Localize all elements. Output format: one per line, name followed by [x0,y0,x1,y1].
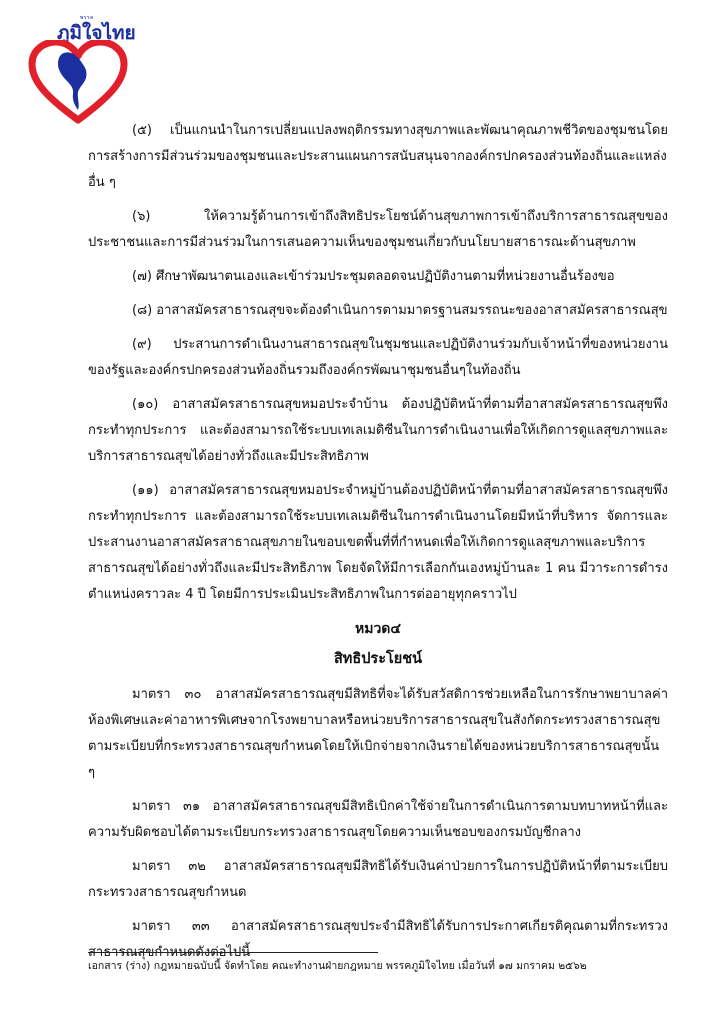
footnote-divider [88,952,378,953]
clause-10: (๑๐) อาสาสมัครสาธารณสุขหมอประจำบ้าน ต้องปฏิบัติหน้าที่ตามที่อาสาสมัครสาธารณสุขพึงกระทำทุกประการ และต้องสามารถใช้ระบบเทเลเมดิซีนในการดำเนินงานเพื่อให้เกิดการดูแลสุขภาพและบริการสาธารณสุขได้อย่างทั่วถึงและมีประสิทธิภาพ [88,397,668,464]
clause-9: (๙) ประสานการดำเนินงานสาธารณสุขในชุมชนและปฏิบัติงานร่วมกับเจ้าหน้าที่ของหน่วยงานของรัฐและองค์กรปกครองส่วนท้องถิ่นรวมถึงองค์กรพัฒนาชุมชนอื่นๆในท้องถิ่น [88,337,668,378]
section-30: มาตรา ๓๐ อาสาสมัครสาธารณสุขมีสิทธิที่จะได้รับสวัสดิการช่วยเหลือในการรักษาพยาบาลค่าห้องพิเศษและค่าอาหารพิเศษจากโรงพยาบาลหรือหน่วยบริการสาธารณสุขในสังกัดกระทรวงสาธารณสุขตามระเบียบที่กระทรวงสาธารณสุขกำหนดโดยให้เบิกจ่ายจากเงินรายได้ของหน่วยบริการสาธารณสุขนั้น ๆ [88,687,668,780]
footnote: เอกสาร (ร่าง) กฎหมายฉบับนี้ จัดทำโดย คณะทำงานฝ่ายกฎหมาย พรรคภูมิใจไทย เมื่อวันที่ ๑๗ มกราคม ๒๕๖๒ [88,960,587,972]
clause-8: (๘) อาสาสมัครสาธารณสุขจะต้องดำเนินการตามมาตรฐานสมรรถนะของอาสาสมัครสาธารณสุข [132,303,668,318]
chapter-title: สิทธิประโยชน์ [333,651,423,667]
chapter-number: หมวด๔ [354,621,401,637]
section-31: มาตรา ๓๑ อาสาสมัครสาธารณสุขมีสิทธิเบิกค่าใช้จ่ายในการดำเนินการตามบทบาทหน้าที่และความรับผิดชอบได้ตามระเบียบกระทรวงสาธารณสุขโดยความเห็นชอบของกรมบัญชีกลาง [88,799,668,840]
logo-party-name: ภูมิใจไทย [57,22,136,44]
clause-7: (๗) ศึกษาพัฒนาตนเองและเข้าร่วมประชุมตลอดจนปฏิบัติงานตามที่หน่วยงานอื่นร้องขอ [132,269,615,284]
logo-small-text: พรรค [80,15,95,21]
section-32: มาตรา ๓๒ อาสาสมัครสาธารณสุขมีสิทธิได้รับเงินค่าป่วยการในการปฏิบัติหน้าที่ตามระเบียบกระทรวงสาธารณสุขกำหนด [88,859,668,900]
document-body [88,118,668,974]
party-logo [28,14,136,124]
heart-thailand-map-icon [28,40,128,124]
section-33: มาตรา ๓๓ อาสาสมัครสาธารณสุขประจำมีสิทธิได้รับการประกาศเกียรติคุณตามที่กระทรวงสาธารณสุขกำหนดดังต่อไปนี้ [88,919,668,960]
clause-6: (๖) ให้ความรู้ด้านการเข้าถึงสิทธิประโยชน์ด้านสุขภาพการเข้าถึงบริการสาธารณสุขของประชาชนและการมีส่วนร่วมในการเสนอความเห็นของชุมชนเกี่ยวกับนโยบายสาธารณะด้านสุขภาพ [88,209,668,250]
clause-11: (๑๑) อาสาสมัครสาธารณสุขหมอประจำหมู่บ้านต้องปฏิบัติหน้าที่ตามที่อาสาสมัครสาธารณสุขพึงกระทำทุกประการ และต้องสามารถใช้ระบบเทเลเมดิซีนในการดำเนินงานโดยมีหน้าที่บริหาร จัดการและประสานงานอาสาสมัครสาธาณสุขภายในขอบเขตพื้นที่ที่กำหนดเพื่อให้เกิดการดูแลสุขภาพและบริการสาธารณสุขได้อย่างทั่วถึงและมีประสิทธิภาพ โดยจัดให้มีการเลือกกันเองหมู่บ้านละ 1 คน มีวาระการดำรงตำแหน่งคราวละ 4 ปี โดยมีการประเมินประสิทธิภาพในการต่ออายุทุกคราวไป [88,483,668,602]
clause-5: (๕) เป็นแกนนำในการเปลี่ยนแปลงพฤติกรรมทางสุขภาพและพัฒนาคุณภาพชีวิตของชุมชนโดยการสร้างการมีส่วนร่วมของชุมชนและประสานแผนการสนับสนุนจากองค์กรปกครองส่วนท้องถิ่นและแหล่งอื่น ๆ [88,123,668,190]
